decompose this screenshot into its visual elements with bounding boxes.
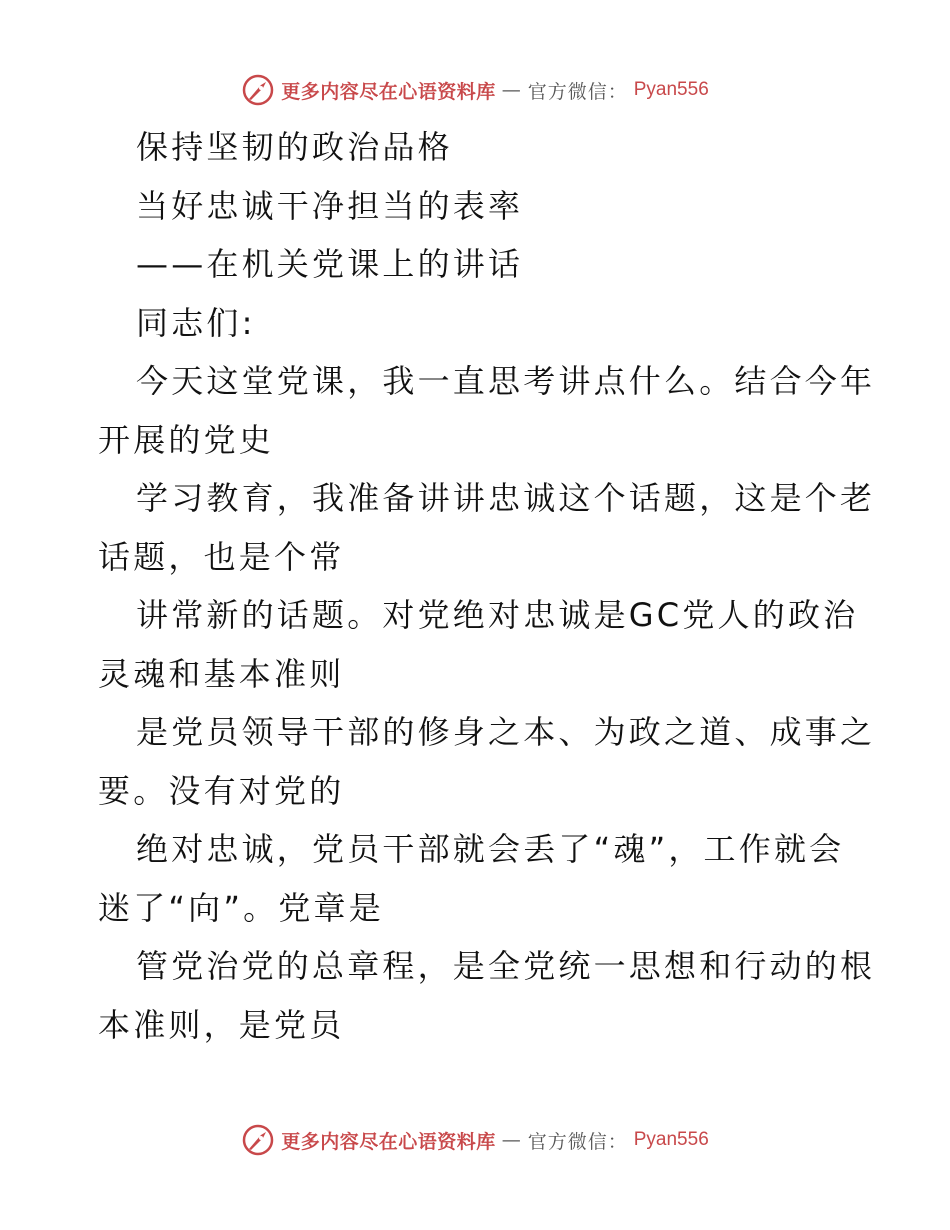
footer-watermark: [0, 1118, 950, 1162]
watermark-brand-text: 更多内容尽在心语资料库: [281, 1130, 496, 1153]
body-line: 学习教育，我准备讲讲忠诚这个话题，这是个老: [136, 479, 876, 517]
body-line: 管党治党的总章程，是全党统一思想和行动的根: [136, 947, 876, 985]
greeting: 同志们:: [136, 303, 256, 342]
watermark-dash: —: [501, 1129, 522, 1151]
title-line-2: 当好忠诚干净担当的表率: [136, 186, 524, 225]
body-line: 今天这堂党课，我一直思考讲点什么。结合今年: [136, 362, 876, 400]
pen-nib-logo-icon: [241, 73, 275, 107]
header-watermark: [0, 68, 950, 112]
pen-nib-logo-icon: [241, 1123, 275, 1157]
body-line: 灵魂和基本准则: [98, 654, 345, 693]
watermark-dash: —: [501, 79, 522, 101]
document-body: [98, 118, 876, 1054]
watermark-brand-text: 更多内容尽在心语资料库: [281, 80, 496, 103]
body-line: 绝对忠诚，党员干部就会丢了“魂”，工作就会: [136, 830, 845, 868]
body-line: 迷了“向”。党章是: [98, 888, 384, 927]
body-line: 是党员领导干部的修身之本、为政之道、成事之: [136, 713, 876, 751]
watermark-wechat-id: Pyan556: [633, 1129, 709, 1150]
body-line: 要。没有对党的: [98, 771, 345, 810]
watermark-wechat-label: 官方微信：: [527, 1130, 628, 1153]
body-line: 话题，也是个常: [98, 537, 345, 576]
body-line: 讲常新的话题。对党绝对忠诚是GC党人的政治: [136, 596, 859, 634]
body-line: 开展的党史: [98, 420, 275, 459]
body-line: 本准则，是党员: [98, 1005, 345, 1044]
watermark-wechat-id: Pyan556: [633, 79, 709, 100]
watermark-wechat-label: 官方微信：: [527, 80, 628, 103]
title-line-1: 保持坚韧的政治品格: [136, 128, 453, 166]
subtitle-line: ——在机关党课上的讲话: [136, 245, 524, 283]
